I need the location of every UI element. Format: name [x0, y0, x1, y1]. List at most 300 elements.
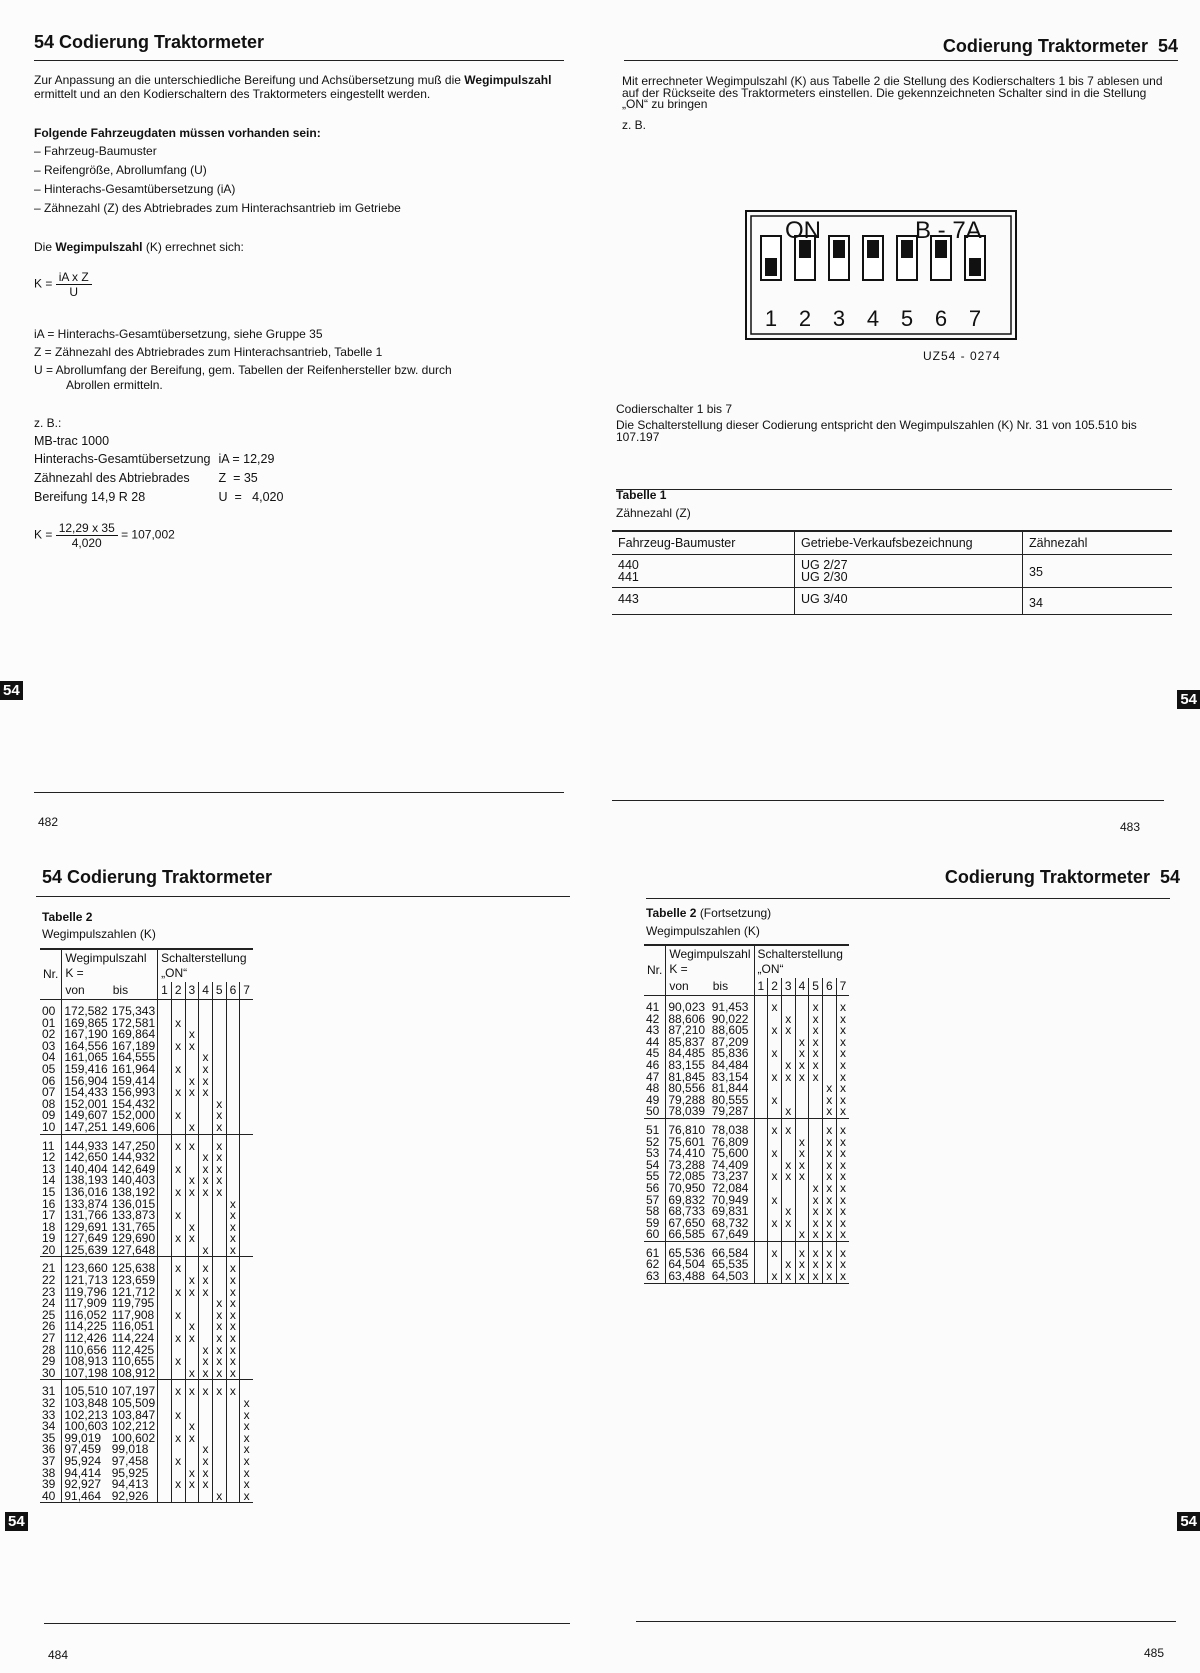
switch-cell — [185, 1398, 199, 1410]
switch-cell — [158, 1187, 172, 1199]
switch-cell — [809, 1137, 823, 1149]
switch-cell: x — [199, 1076, 213, 1088]
switch-cell — [240, 1000, 253, 1018]
switch-cell — [199, 1298, 213, 1310]
switch-cell: x — [199, 1187, 213, 1199]
table-row: 51 76,810 78,038 x x x x — [644, 1118, 849, 1136]
header-switch-4: 4 — [795, 978, 809, 996]
page-485 — [590, 836, 1200, 1673]
switch-cell — [781, 996, 795, 1014]
switch-cell — [226, 1175, 240, 1187]
switch-cell: x — [171, 1456, 185, 1468]
switch-cell — [240, 1064, 253, 1076]
switch-cell — [240, 1152, 253, 1164]
dip-on-label: ON — [785, 217, 821, 244]
table-row: 40 91,464 92,926 x x — [40, 1491, 253, 1503]
switch-cell — [226, 1164, 240, 1176]
heading-rule — [646, 898, 1170, 899]
switch-cell: x — [795, 1241, 809, 1259]
switch-cell — [185, 1099, 199, 1111]
switch-cell — [809, 1148, 823, 1160]
switch-cell — [212, 1456, 226, 1468]
footer-rule — [44, 1623, 570, 1624]
example-vehicle: MB-trac 1000 — [34, 434, 110, 448]
table-row: 04 161,065 164,555 x — [40, 1052, 253, 1064]
switch-cell: x — [185, 1041, 199, 1053]
switch-cell: x — [836, 1083, 849, 1095]
switch-cell — [171, 1491, 185, 1503]
table-row: 36 97,459 99,018 x x — [40, 1444, 253, 1456]
switch-cell — [795, 1106, 809, 1118]
table-row: 22 121,713 123,659 x x x — [40, 1275, 253, 1287]
switch-cell: x — [171, 1433, 185, 1445]
switch-cell: x — [822, 1148, 836, 1160]
table-row: 57 69,832 70,949 x x x x — [644, 1195, 849, 1207]
switch-cell: x — [240, 1491, 253, 1503]
switch-cell: x — [226, 1233, 240, 1245]
switch-cell: x — [822, 1106, 836, 1118]
switch-cell — [158, 1233, 172, 1245]
switch-cell — [809, 1160, 823, 1172]
switch-cell: x — [836, 1118, 849, 1136]
table-row: 27 112,426 114,224 x x x x — [40, 1333, 253, 1345]
switch-cell: x — [822, 1271, 836, 1283]
switch-cell — [158, 1468, 172, 1480]
header-von: von — [666, 978, 710, 996]
switch-cell — [240, 1052, 253, 1064]
table-row: 10 147,251 149,606 x x — [40, 1122, 253, 1134]
switch-cell: x — [768, 1271, 782, 1283]
header-switch-7: 7 — [836, 978, 849, 996]
switch-cell: x — [171, 1134, 185, 1152]
switch-cell — [158, 1433, 172, 1445]
switch-cell — [809, 1095, 823, 1107]
table-row: 440 441 UG 2/27 UG 2/30 35 — [612, 555, 1172, 588]
table-row: 55 72,085 73,237 x x x x x — [644, 1171, 849, 1183]
switch-cell — [158, 1064, 172, 1076]
switch-cell: x — [836, 996, 849, 1014]
switch-cell — [754, 1060, 768, 1072]
switch-cell: x — [822, 1195, 836, 1207]
header-wegimpulszahl: Wegimpulszahl K = — [666, 945, 754, 978]
example-values: Hinterachs-Gesamtübersetzung iA = 12,29 Zähnezahl des Abtriebrades Z = 35 Bereifung 14,9 R 28 U = 4,020 — [34, 452, 284, 504]
switch-cell: x — [795, 1072, 809, 1084]
table-row: 45 84,485 85,836 x x x x — [644, 1048, 849, 1060]
switch-cell — [226, 1018, 240, 1030]
table-row: 11 144,933 147,250 x x x — [40, 1134, 253, 1152]
switch-cell — [212, 1444, 226, 1456]
switch-cell: x — [199, 1356, 213, 1368]
table-row: 58 68,733 69,831 x x x x — [644, 1206, 849, 1218]
switch-cell — [240, 1029, 253, 1041]
switch-cell: x — [836, 1072, 849, 1084]
switch-cell: x — [185, 1134, 199, 1152]
list-item: – Reifengröße, Abrollumfang (U) — [34, 163, 207, 177]
switch-cell — [226, 1087, 240, 1099]
table-row: 29 108,913 110,655 x x x x — [40, 1356, 253, 1368]
switch-cell — [240, 1356, 253, 1368]
switch-cell: x — [171, 1041, 185, 1053]
switch-cell — [226, 1134, 240, 1152]
switch-cell — [240, 1041, 253, 1053]
switch-cell: x — [836, 1206, 849, 1218]
switch-cell: x — [768, 1241, 782, 1259]
switch-cell: x — [240, 1468, 253, 1480]
switch-cell: x — [171, 1018, 185, 1030]
page-heading: 54 Codierung Traktormeter — [34, 32, 265, 52]
list-item: – Zähnezahl (Z) des Abtriebrades zum Hinterachsantrieb im Getriebe — [34, 201, 401, 215]
switch-cell: x — [809, 1218, 823, 1230]
switch-cell: x — [171, 1210, 185, 1222]
switch-cell: x — [795, 1137, 809, 1149]
switch-cell — [158, 1076, 172, 1088]
switch-cell — [158, 1479, 172, 1491]
table-row: 28 110,656 112,425 x x x — [40, 1345, 253, 1357]
switch-cell — [226, 1052, 240, 1064]
switch-cell: x — [822, 1218, 836, 1230]
header-switch-5: 5 — [809, 978, 823, 996]
switch-cell — [226, 1398, 240, 1410]
switch-cell — [199, 1199, 213, 1211]
switch-cell — [754, 1160, 768, 1172]
switch-cell — [754, 1137, 768, 1149]
switch-cell: x — [199, 1368, 213, 1380]
table-row: 60 66,585 67,649 x x x x — [644, 1229, 849, 1241]
switch-cell — [158, 1041, 172, 1053]
switch-cell: x — [226, 1356, 240, 1368]
switch-cell: x — [768, 1148, 782, 1160]
dip-number: 3 — [832, 306, 846, 331]
switch-cell: x — [836, 1229, 849, 1241]
switch-cell: x — [171, 1110, 185, 1122]
page-heading: Codierung Traktormeter 54 — [942, 36, 1178, 56]
switch-cell — [226, 1491, 240, 1503]
switch-cell: x — [212, 1380, 226, 1398]
switch-cell: x — [795, 1037, 809, 1049]
switch-cell — [212, 1468, 226, 1480]
switch-cell — [754, 996, 768, 1014]
switch-cell — [240, 1345, 253, 1357]
example-label: z. B.: — [34, 416, 62, 430]
switch-cell — [158, 1491, 172, 1503]
table-row: 41 90,023 91,453 x x x — [644, 996, 849, 1014]
switch-cell: x — [836, 1037, 849, 1049]
table-row: 26 114,225 116,051 x x x — [40, 1321, 253, 1333]
switch-cell: x — [240, 1433, 253, 1445]
switch-cell — [754, 1083, 768, 1095]
switch-cell — [199, 1410, 213, 1422]
switch-cell: x — [199, 1287, 213, 1299]
switch-cell: x — [185, 1087, 199, 1099]
switch-cell: x — [781, 1025, 795, 1037]
header-switch-3: 3 — [781, 978, 795, 996]
switch-cell: x — [822, 1229, 836, 1241]
switch-cell — [226, 1468, 240, 1480]
switch-cell — [240, 1018, 253, 1030]
dip-switch-knob — [901, 240, 913, 258]
switch-cell — [240, 1076, 253, 1088]
switch-cell: x — [836, 1160, 849, 1172]
switch-cell — [754, 1072, 768, 1084]
switch-cell: x — [171, 1410, 185, 1422]
switch-cell: x — [199, 1380, 213, 1398]
switch-cell — [185, 1491, 199, 1503]
switch-cell: x — [185, 1122, 199, 1134]
switch-cell: x — [199, 1479, 213, 1491]
switch-cell — [158, 1257, 172, 1275]
switch-cell — [240, 1134, 253, 1152]
switch-cell — [240, 1222, 253, 1234]
switch-cell: x — [226, 1345, 240, 1357]
switch-cell: x — [836, 1106, 849, 1118]
page-484 — [0, 836, 590, 1673]
switch-cell — [185, 1199, 199, 1211]
intro-text: Zur Anpassung an die unterschiedliche Bereifung und Achsübersetzung muß die Wegimpulszahl ermittelt und an den Kodierschaltern des Traktormeters eingestellt werden. — [34, 73, 552, 101]
switch-cell — [795, 996, 809, 1014]
switch-cell: x — [768, 996, 782, 1014]
switch-cell — [240, 1087, 253, 1099]
switch-cell: x — [836, 1148, 849, 1160]
switch-cell: x — [212, 1310, 226, 1322]
switch-cell — [212, 1041, 226, 1053]
intro-text: Mit errechneter Wegimpulszahl (K) aus Tabelle 2 die Stellung des Kodierschalters 1 bis 7 ablesen und auf der Rückseite des Traktormeters einstellen. Die gekennzeichneten Schalter sind in die Stellung „ON“ zu bringen — [622, 74, 1163, 111]
switch-cell — [158, 1222, 172, 1234]
switch-cell — [199, 1029, 213, 1041]
switch-cell — [158, 1410, 172, 1422]
switch-cell: x — [822, 1171, 836, 1183]
switch-cell: x — [781, 1118, 795, 1136]
switch-cell: x — [809, 1183, 823, 1195]
table-row: 49 79,288 80,555 x x x — [644, 1095, 849, 1107]
switch-cell: x — [781, 1206, 795, 1218]
switch-cell: x — [836, 1241, 849, 1259]
dip-numbers — [760, 306, 1010, 330]
table1-title: Tabelle 1 — [616, 488, 667, 502]
switch-cell — [754, 1048, 768, 1060]
switch-cell — [754, 1037, 768, 1049]
footer-rule — [612, 800, 1164, 801]
switch-cell: x — [781, 1106, 795, 1118]
switch-cell — [768, 1229, 782, 1241]
switch-cell: x — [199, 1087, 213, 1099]
switch-cell — [212, 1275, 226, 1287]
table-row: 53 74,410 75,600 x x x x — [644, 1148, 849, 1160]
switch-cell — [822, 1014, 836, 1026]
switch-cell — [199, 1210, 213, 1222]
switch-cell: x — [199, 1052, 213, 1064]
switch-cell — [185, 1152, 199, 1164]
switch-cell — [212, 1029, 226, 1041]
switch-cell — [158, 1018, 172, 1030]
header-switch-6: 6 — [822, 978, 836, 996]
switch-cell: x — [795, 1229, 809, 1241]
figure-description: Die Schalterstellung dieser Codierung entspricht den Wegimpulszahlen (K) Nr. 31 von 105.510 bis 107.197 — [616, 418, 1137, 444]
switch-cell — [781, 1037, 795, 1049]
switch-cell — [199, 1398, 213, 1410]
table1-header: Zähnezahl — [1023, 531, 1173, 555]
switch-cell — [240, 1287, 253, 1299]
switch-cell — [226, 1421, 240, 1433]
section-tab: 54 — [1177, 690, 1200, 709]
switch-cell: x — [822, 1083, 836, 1095]
switch-cell — [795, 1206, 809, 1218]
switch-cell: x — [212, 1099, 226, 1111]
figure-caption: Codierschalter 1 bis 7 — [616, 402, 733, 416]
switch-cell — [754, 1229, 768, 1241]
table-row: 03 164,556 167,189 x x — [40, 1041, 253, 1053]
table-row: 59 67,650 68,732 x x x x x — [644, 1218, 849, 1230]
switch-cell — [158, 1134, 172, 1152]
switch-cell: x — [199, 1152, 213, 1164]
switch-cell — [212, 1076, 226, 1088]
switch-cell — [158, 1164, 172, 1176]
page-number: 484 — [48, 1648, 69, 1662]
page-number: 485 — [1144, 1646, 1165, 1660]
switch-cell: x — [171, 1164, 185, 1176]
switch-cell — [754, 1218, 768, 1230]
table-row: 43 87,210 88,605 x x x x — [644, 1025, 849, 1037]
switch-cell — [158, 1099, 172, 1111]
switch-cell — [240, 1122, 253, 1134]
switch-cell: x — [212, 1368, 226, 1380]
switch-cell — [158, 1421, 172, 1433]
switch-cell: x — [185, 1433, 199, 1445]
switch-cell: x — [809, 1060, 823, 1072]
switch-cell: x — [199, 1444, 213, 1456]
switch-cell — [199, 1018, 213, 1030]
table-row: 61 65,536 66,584 x x x x x — [644, 1241, 849, 1259]
switch-cell: x — [212, 1134, 226, 1152]
table1-header: Fahrzeug-Baumuster — [618, 536, 736, 550]
table-row: 42 88,606 90,022 x x x — [644, 1014, 849, 1026]
switch-cell: x — [212, 1152, 226, 1164]
switch-cell: x — [226, 1298, 240, 1310]
switch-cell — [212, 1064, 226, 1076]
switch-cell: x — [768, 1025, 782, 1037]
switch-cell — [226, 1444, 240, 1456]
switch-cell — [199, 1321, 213, 1333]
switch-cell: x — [199, 1164, 213, 1176]
switch-cell: x — [240, 1456, 253, 1468]
switch-cell — [185, 1345, 199, 1357]
switch-cell: x — [226, 1275, 240, 1287]
switch-cell: x — [199, 1175, 213, 1187]
switch-cell: x — [768, 1072, 782, 1084]
switch-cell: x — [781, 1218, 795, 1230]
heading-rule — [624, 60, 1178, 61]
switch-cell — [171, 1245, 185, 1257]
switch-cell: x — [781, 1160, 795, 1172]
table-row: 16 133,874 136,015 x — [40, 1199, 253, 1211]
switch-cell: x — [822, 1206, 836, 1218]
switch-cell: x — [768, 1171, 782, 1183]
result-formula: K = $\frac{12,29 x 35}{4,020}$ = 107,002 — [34, 521, 175, 550]
table-row: 01 169,865 172,581 x — [40, 1018, 253, 1030]
switch-cell — [158, 1152, 172, 1164]
switch-cell — [199, 1310, 213, 1322]
switch-cell — [226, 1000, 240, 1018]
section-tab: 54 — [1177, 1512, 1200, 1531]
footer-rule — [636, 1621, 1176, 1622]
heading-rule — [34, 60, 564, 61]
switch-cell — [795, 1183, 809, 1195]
table-row: 18 129,691 131,765 x x — [40, 1222, 253, 1234]
switch-cell: x — [199, 1064, 213, 1076]
switch-cell: x — [240, 1398, 253, 1410]
table-row: 35 99,019 100,602 x x x — [40, 1433, 253, 1445]
switch-cell: x — [171, 1333, 185, 1345]
table-row: 13 140,404 142,649 x x x — [40, 1164, 253, 1176]
switch-cell: x — [795, 1160, 809, 1172]
table1-header: Getriebe-Verkaufsbezeichnung — [795, 531, 1023, 555]
switch-cell: x — [795, 1048, 809, 1060]
table-row: 31 105,510 107,197 x x x x x — [40, 1380, 253, 1398]
switch-cell: x — [795, 1271, 809, 1283]
switch-cell: x — [795, 1171, 809, 1183]
header-switch-2: 2 — [171, 982, 185, 1000]
section-tab: 54 — [0, 681, 23, 700]
switch-cell: x — [185, 1380, 199, 1398]
table2-subtitle: Wegimpulszahlen (K) — [646, 924, 760, 938]
header-switch-7: 7 — [240, 982, 253, 1000]
switch-cell — [158, 1000, 172, 1018]
footer-rule — [34, 792, 564, 793]
table-row: 443 UG 3/40 34 — [612, 588, 1172, 615]
switch-cell — [240, 1233, 253, 1245]
switch-cell — [754, 1148, 768, 1160]
formula: K = $\frac{\text{iA x Z}}{U}$ — [34, 270, 92, 299]
switch-cell: x — [171, 1479, 185, 1491]
switch-cell — [226, 1076, 240, 1088]
switch-cell — [240, 1257, 253, 1275]
switch-cell — [795, 1095, 809, 1107]
table-row: 24 117,909 119,795 x x — [40, 1298, 253, 1310]
page-number: 482 — [38, 815, 59, 829]
table-row: 48 80,556 81,844 x x — [644, 1083, 849, 1095]
switch-cell: x — [240, 1444, 253, 1456]
switch-cell: x — [836, 1183, 849, 1195]
switch-cell: x — [809, 1259, 823, 1271]
switch-cell — [240, 1333, 253, 1345]
switch-cell: x — [185, 1333, 199, 1345]
table-row: 47 81,845 83,154 x x x x x — [644, 1072, 849, 1084]
header-schalterstellung: Schalterstellung „ON“ — [754, 945, 849, 978]
switch-cell: x — [809, 1241, 823, 1259]
switch-cell — [158, 1287, 172, 1299]
switch-cell — [754, 1259, 768, 1271]
table-row: 21 123,660 125,638 x x x — [40, 1257, 253, 1275]
switch-cell — [226, 1064, 240, 1076]
switch-cell: x — [171, 1187, 185, 1199]
switch-cell: x — [809, 1072, 823, 1084]
switch-cell — [240, 1275, 253, 1287]
switch-cell — [158, 1029, 172, 1041]
switch-cell: x — [171, 1257, 185, 1275]
switch-cell: x — [171, 1233, 185, 1245]
switch-cell — [158, 1275, 172, 1287]
switch-cell: x — [781, 1171, 795, 1183]
switch-cell: x — [212, 1164, 226, 1176]
dip-switch-knob — [867, 240, 879, 258]
switch-cell — [199, 1222, 213, 1234]
switch-cell: x — [809, 1025, 823, 1037]
switch-cell: x — [240, 1421, 253, 1433]
switch-cell — [754, 1095, 768, 1107]
switch-cell — [212, 1398, 226, 1410]
switch-cell: x — [768, 1118, 782, 1136]
switch-cell — [212, 1000, 226, 1018]
switch-cell: x — [212, 1333, 226, 1345]
